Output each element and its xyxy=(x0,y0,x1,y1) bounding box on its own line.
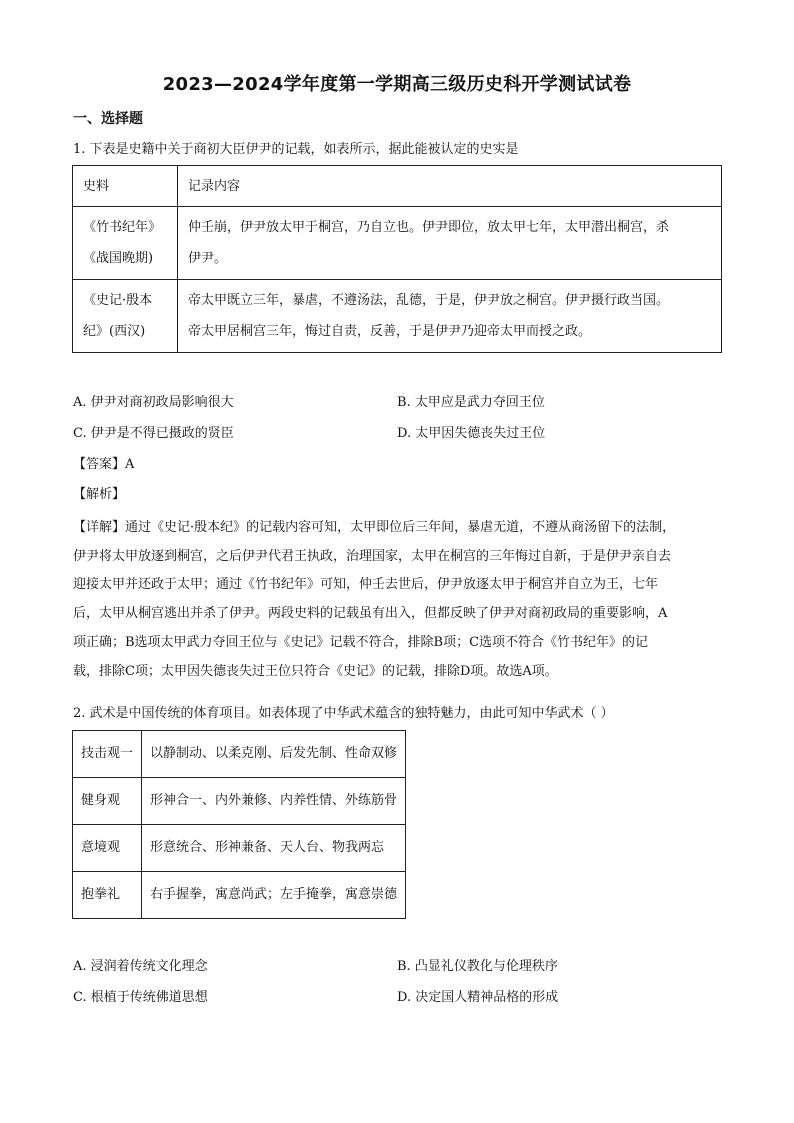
content-line: 帝太甲居桐宫三年，悔过自责，反善，于是伊尹乃迎帝太甲而授之政。 xyxy=(188,324,592,339)
question-2-table xyxy=(72,730,406,919)
q1-option-a[interactable]: A. 伊尹对商初政局影响很大 xyxy=(73,395,234,410)
content-cell xyxy=(178,280,722,353)
content-cell xyxy=(178,207,722,280)
source-line: 《史记·殷本 xyxy=(83,293,153,308)
answer-label: 【答案】A xyxy=(73,457,135,472)
table-row xyxy=(73,280,722,353)
table-row xyxy=(73,872,406,919)
page-title: 2023—2024学年度第一学期高三级历史科开学测试试卷 xyxy=(162,74,632,95)
content-line: 帝太甲既立三年，暴虐，不遵汤法，乱德，于是，伊尹放之桐宫。伊尹摄行政当国。 xyxy=(188,293,670,308)
row-content-cell: 以静制动、以柔克刚、后发先制、性命双修 xyxy=(142,731,406,778)
source-cell xyxy=(73,280,178,353)
detail-line: 【详解】通过《史记·殷本纪》的记载内容可知，太甲即位后三年间，暴虐无道，不遵从商汤留下的法制， xyxy=(73,520,676,535)
table-row xyxy=(73,731,406,778)
source-line: 《竹书纪年》 xyxy=(83,220,162,235)
question-1-stem: 1. 下表是史籍中关于商初大臣伊尹的记载，如表所示，据此能被认定的史实是 xyxy=(73,142,519,157)
row-content-cell: 右手握拳，寓意尚武；左手掩拳，寓意崇德 xyxy=(142,872,406,919)
detail-paragraph xyxy=(73,514,723,686)
section-heading: 一、选择题 xyxy=(73,111,143,127)
detail-line: 载，排除C项；太甲因失德丧失过王位只符合《史记》的记载，排除D项。故选A项。 xyxy=(73,663,558,679)
table-row xyxy=(73,825,406,872)
table-row xyxy=(73,207,722,280)
detail-line: 迎接太甲并还政于太甲；通过《竹书纪年》可知，仲壬去世后，伊尹放逐太甲于桐宫并自立为王，七年 xyxy=(73,577,659,593)
detail-line: 后，太甲从桐宫逃出并杀了伊尹。两段史料的记载虽有出入，但都反映了伊尹对商初政局的重要影响，A xyxy=(73,606,668,622)
row-label-cell: 意境观 xyxy=(73,825,142,872)
content-line: 仲壬崩，伊尹放太甲于桐宫，乃自立也。伊尹即位，放太甲七年，太甲潜出桐宫，杀 xyxy=(188,220,670,235)
table-header-row xyxy=(73,166,722,207)
row-label-cell: 抱拳礼 xyxy=(73,872,142,919)
question-2-stem: 2. 武术是中国传统的体育项目。如表体现了中华武术蕴含的独特魅力，由此可知中华武术（ ） xyxy=(73,706,614,721)
source-cell xyxy=(73,207,178,280)
header-cell-content: 记录内容 xyxy=(178,166,722,207)
row-content-cell: 形神合一、内外兼修、内养性情、外练筋骨 xyxy=(142,778,406,825)
q1-option-d[interactable]: D. 太甲因失德丧失过王位 xyxy=(397,426,546,441)
q2-option-a[interactable]: A. 浸润着传统文化理念 xyxy=(73,959,208,974)
q2-option-b[interactable]: B. 凸显礼仪教化与伦理秩序 xyxy=(397,959,558,974)
q1-option-c[interactable]: C. 伊尹是不得已摄政的贤臣 xyxy=(73,426,234,441)
q2-option-d[interactable]: D. 决定国人精神品格的形成 xyxy=(397,990,559,1005)
row-content-cell: 形意统合、形神兼备、天人台、物我两忘 xyxy=(142,825,406,872)
header-cell-source: 史料 xyxy=(73,166,178,207)
source-line: 纪》(西汉) xyxy=(83,324,146,339)
detail-line: 伊尹将太甲放逐到桐宫，之后伊尹代君王执政，治理国家，太甲在桐宫的三年悔过自新，于是伊尹亲自去 xyxy=(73,548,672,564)
table-row xyxy=(73,778,406,825)
analysis-label: 【解析】 xyxy=(73,487,126,502)
detail-line: 项正确；B选项太甲武力夺回王位与《史记》记载不符合，排除B项；C选项不符合《竹书纪年》的记 xyxy=(73,634,649,650)
question-1-table xyxy=(72,165,722,353)
row-label-cell: 技击观一 xyxy=(73,731,142,778)
content-line: 伊尹。 xyxy=(188,251,228,266)
q2-option-c[interactable]: C. 根植于传统佛道思想 xyxy=(73,990,208,1005)
row-label-cell: 健身观 xyxy=(73,778,142,825)
q1-option-b[interactable]: B. 太甲应是武力夺回王位 xyxy=(397,395,545,410)
source-line: 《战国晚期) xyxy=(83,251,154,266)
